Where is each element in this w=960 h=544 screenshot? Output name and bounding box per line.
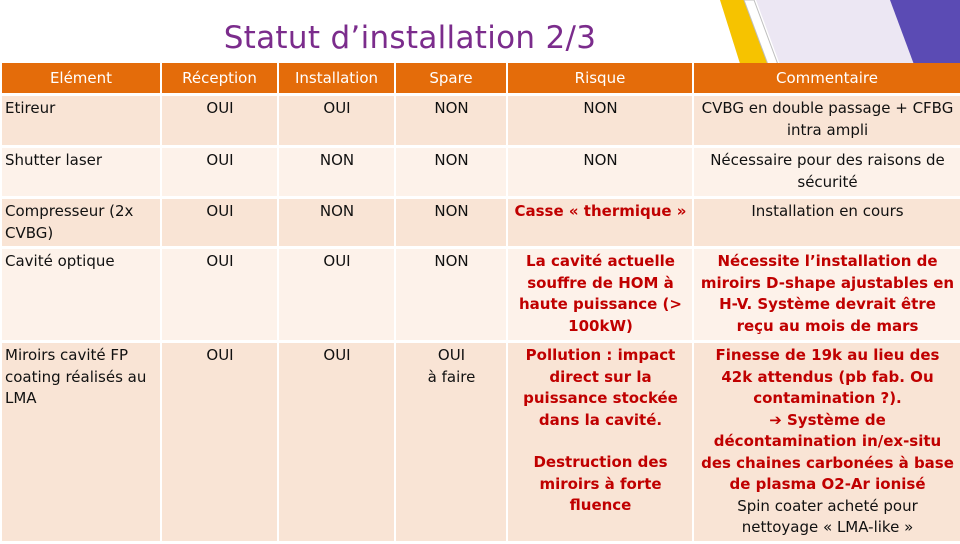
- cell-risque: NON: [508, 148, 692, 199]
- cell-installation: NON: [279, 148, 394, 199]
- slide-title: Statut d’installation 2/3: [223, 20, 597, 56]
- cell-commentaire: Nécessite l’installation de miroirs D-shape ajustables en H-V. Système devrait être reçu au mois de mars: [694, 249, 960, 343]
- comment-decontamination-text: Système de décontamination in/ex-situ des chaines carbonées à base de plasma O2-Ar ionisé: [701, 410, 954, 493]
- cell-commentaire: Installation en cours: [694, 199, 960, 249]
- table-row-etireur: [2, 96, 960, 148]
- cell-reception: OUI: [162, 148, 277, 199]
- cell-risque: NON: [508, 96, 692, 148]
- header-element: Elément: [2, 63, 160, 96]
- spare-status: OUI: [437, 346, 466, 364]
- cell-spare: NON: [396, 96, 506, 148]
- header-installation: Installation: [279, 63, 394, 96]
- cell-element: Shutter laser: [2, 148, 160, 199]
- cell-installation: OUI: [279, 249, 394, 343]
- arrow-right-icon: ➔: [769, 410, 782, 429]
- header-reception: Réception: [162, 63, 277, 96]
- spare-note: à faire: [427, 367, 476, 386]
- header-commentaire: Commentaire: [694, 63, 960, 96]
- cell-commentaire: [694, 343, 960, 544]
- header-row: [2, 63, 960, 96]
- table-row-shutter-laser: [2, 148, 960, 199]
- cell-element: Cavité optique: [2, 249, 160, 343]
- risk-pollution: Pollution : impact direct sur la puissance stockée dans la cavité.: [523, 346, 678, 429]
- header-risque: Risque: [508, 63, 692, 96]
- cell-reception: OUI: [162, 343, 277, 544]
- cell-risque: Casse « thermique »: [508, 199, 692, 249]
- cell-installation: NON: [279, 199, 394, 249]
- cell-commentaire: CVBG en double passage + CFBG intra ampli: [694, 96, 960, 148]
- table-row-compresseur: [2, 199, 960, 249]
- header-spare: Spare: [396, 63, 506, 96]
- cell-installation: OUI: [279, 343, 394, 544]
- cell-risque: La cavité actuelle souffre de HOM à haute puissance (> 100kW): [508, 249, 692, 343]
- cell-installation: OUI: [279, 96, 394, 148]
- table-row-cavite-optique: [2, 249, 960, 343]
- cell-spare: [396, 343, 506, 544]
- risk-destruction: Destruction des miroirs à forte fluence: [533, 453, 668, 514]
- table-row-miroirs-cavite: [2, 343, 960, 544]
- cell-reception: OUI: [162, 199, 277, 249]
- cell-reception: OUI: [162, 249, 277, 343]
- cell-spare: NON: [396, 249, 506, 343]
- cell-element: Etireur: [2, 96, 160, 148]
- cell-spare: NON: [396, 199, 506, 249]
- cell-spare: NON: [396, 148, 506, 199]
- cell-risque: [508, 343, 692, 544]
- cell-element: Compresseur (2x CVBG): [2, 199, 160, 249]
- spacer: [512, 431, 689, 452]
- comment-spin-coater: Spin coater acheté pour nettoyage « LMA-like »: [737, 496, 918, 536]
- comment-decontamination: [698, 410, 957, 496]
- cell-commentaire: Nécessaire pour des raisons de sécurité: [694, 148, 960, 199]
- cell-reception: OUI: [162, 96, 277, 148]
- cell-element: Miroirs cavité FP coating réalisés au LMA: [2, 343, 160, 544]
- installation-status-table: [0, 63, 960, 544]
- comment-finesse: Finesse de 19k au lieu des 42k attendus (pb fab. Ou contamination ?).: [715, 346, 940, 407]
